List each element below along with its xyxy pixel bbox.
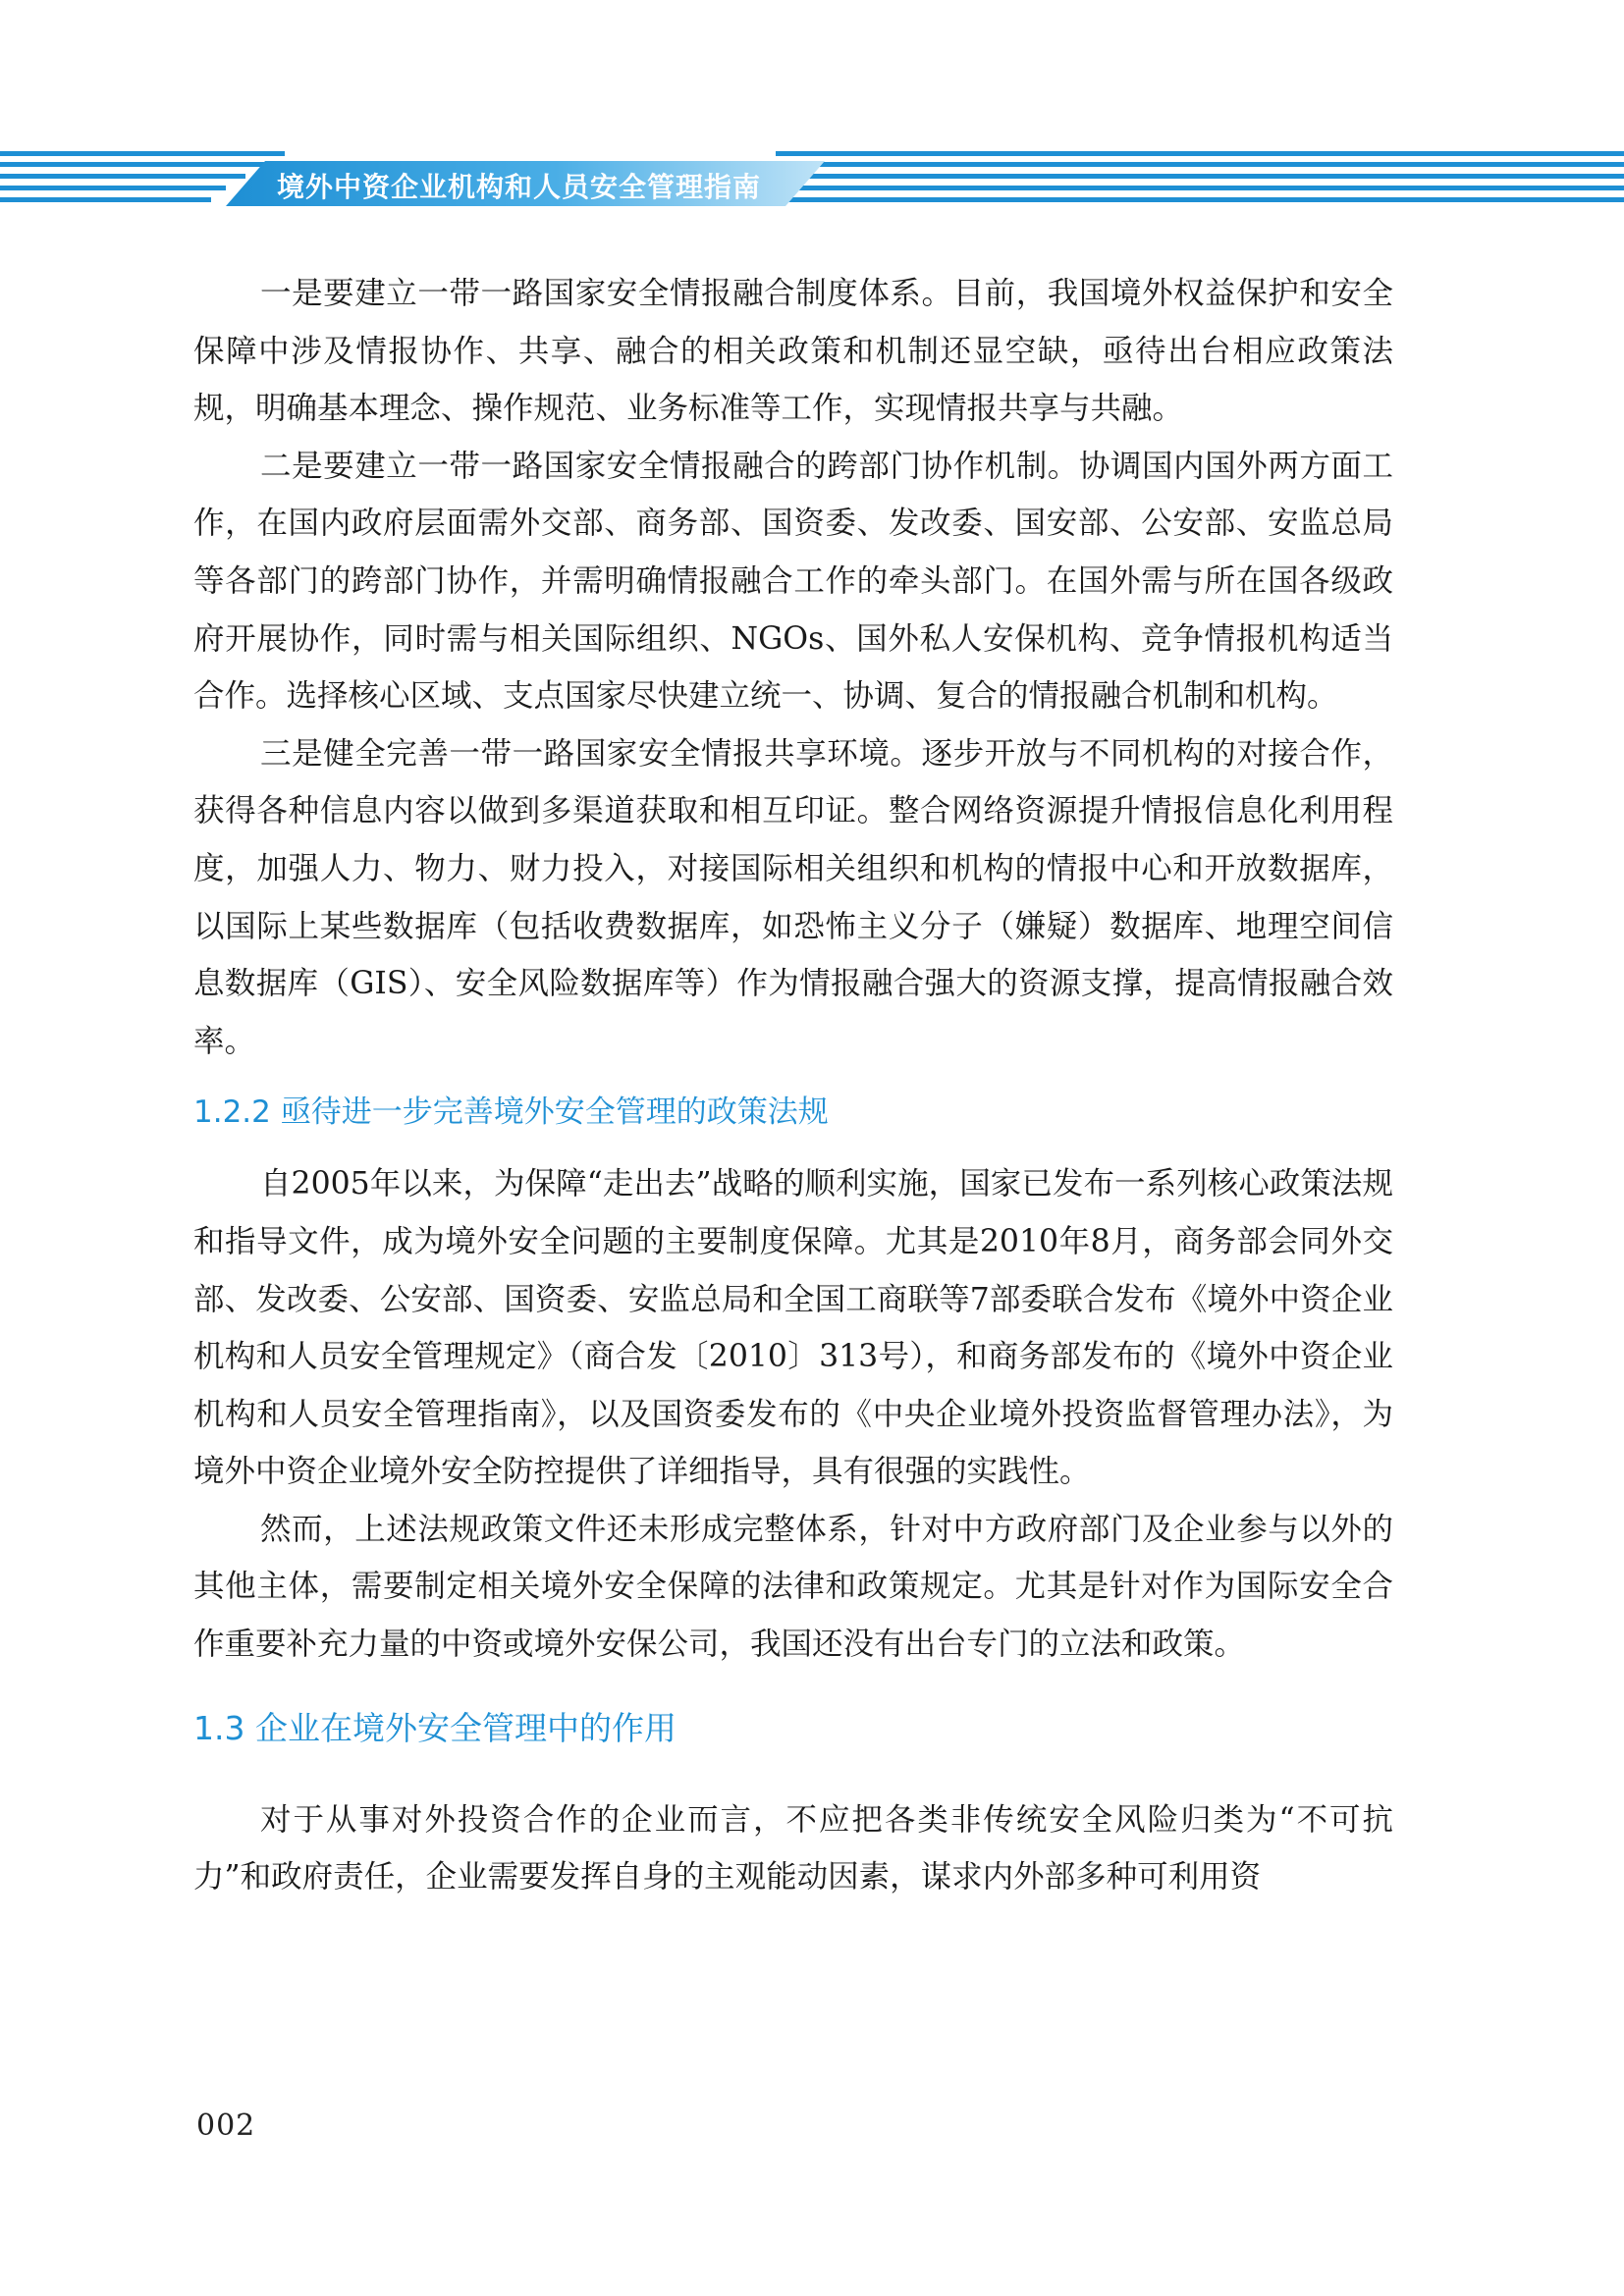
subsection-heading: 1.2.2 亟待进一步完善境外安全管理的政策法规 — [193, 1095, 829, 1131]
paragraph: 对于从事对外投资合作的企业而言，不应把各类非传统安全风险归类为“不可抗力”和政府责任，企业需要发挥自身的主观能动因素，谋求内外部多种可利用资 — [193, 1801, 1393, 1896]
section-heading: 1.3 企业在境外安全管理中的作用 — [193, 1708, 677, 1747]
paragraph: 自2005年以来，为保障“走出去”战略的顺利实施，国家已发布一系列核心政策法规和指导文件，成为境外安全问题的主要制度保障。尤其是2010年8月，商务部会同外交部、发改委、公安部、国资委、安监总局和全国工商联等7部委联合发布《境外中资企业机构和人员安全管理规定》（商合发〔2010〕313号），和商务部发布的《境外中资企业机构和人员安全管理指南》，以及国资委发布的《中央企业境外投资监督管理办法》，为境外中资企业境外安全防控提供了详细指导，具有很强的实践性。 — [193, 1166, 1393, 1490]
page-body — [193, 265, 1393, 1906]
paragraph: 然而，上述法规政策文件还未形成完整体系，针对中方政府部门及企业参与以外的其他主体，需要制定相关境外安全保障的法律和政策规定。尤其是针对作为国际安全合作重要补充力量的中资或境外安保公司，我国还没有出台专门的立法和政策。 — [193, 1511, 1393, 1663]
running-header-title: 境外中资企业机构和人员安全管理指南 — [277, 171, 762, 203]
paragraph: 一是要建立一带一路国家安全情报融合制度体系。目前，我国境外权益保护和安全保障中涉及情报协作、共享、融合的相关政策和机制还显空缺，亟待出台相应政策法规，明确基本理念、操作规范、业务标准等工作，实现情报共享与共融。 — [193, 276, 1393, 427]
header-band — [0, 147, 1624, 206]
page-number: 002 — [196, 2109, 256, 2143]
paragraph: 三是健全完善一带一路国家安全情报共享环境。逐步开放与不同机构的对接合作，获得各种信息内容以做到多渠道获取和相互印证。整合网络资源提升情报信息化利用程度，加强人力、物力、财力投入，对接国际相关组织和机构的情报中心和开放数据库，以国际上某些数据库（包括收费数据库，如恐怖主义分子（嫌疑）数据库、地理空间信息数据库（GIS）、安全风险数据库等）作为情报融合强大的资源支撑，提高情报融合效率。 — [193, 735, 1393, 1059]
paragraph: 二是要建立一带一路国家安全情报融合的跨部门协作机制。协调国内国外两方面工作，在国内政府层面需外交部、商务部、国资委、发改委、国安部、公安部、安监总局等各部门的跨部门协作，并需明确情报融合工作的牵头部门。在国外需与所在国各级政府开展协作，同时需与相关国际组织、NGOs、国外私人安保机构、竞争情报机构适当合作。选择核心区域、支点国家尽快建立统一、协调、复合的情报融合机制和机构。 — [193, 448, 1393, 715]
